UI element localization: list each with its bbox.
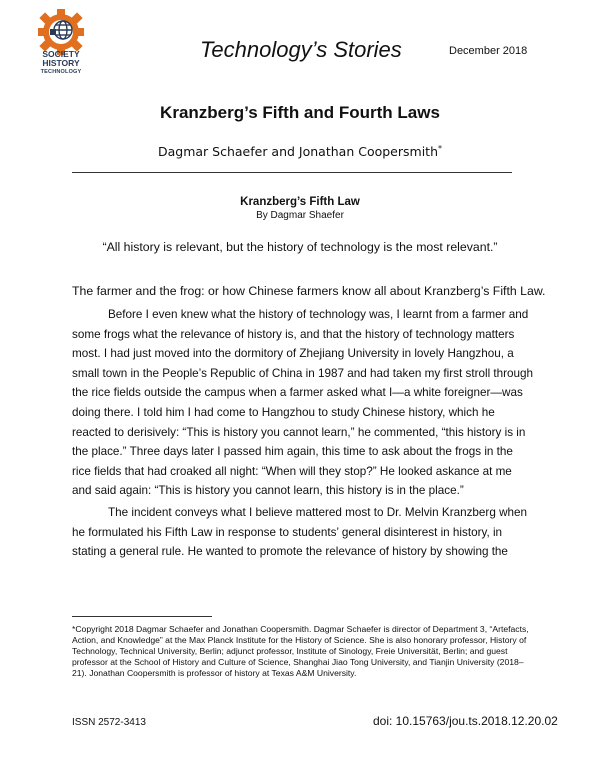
logo-line-technology: TECHNOLOGY: [40, 69, 82, 75]
issn-number: ISSN 2572-3413: [72, 717, 146, 728]
body-text: [72, 305, 534, 562]
article-title: Kranzberg’s Fifth and Fourth Laws: [160, 103, 440, 122]
copyright-footnote: *Copyright 2018 Dagmar Schaefer and Jonathan Coopersmith. Dagmar Schaefer is director of Department 3, “Artefacts, Action, and Knowledge” at the Max Planck Institute for the History of Science. She is also honorary professor, History of Technology, Technical University, Berlin; adjunct professor, Institute of Sinology, Freie Universität, Berlin; and guest professor at the School of History and Culture of Science, Shanghai Jiao Tong University, and Tianjin University (2018–21). Jonathan Coopersmith is professor of history at Texas A&M University.: [72, 624, 529, 678]
paragraph: The incident conveys what I believe mattered most to Dr. Melvin Kranzberg when he formulated his Fifth Law in response to students’ general disinterest in history, in stating a general rule. He wanted to promote the relevance of history by showing the: [72, 505, 528, 559]
logo-line-society: SOCIETY: [42, 49, 80, 59]
title-divider: [72, 172, 512, 173]
journal-title: Technology’s Stories: [200, 37, 402, 62]
footnote-marker: *: [438, 144, 442, 153]
article-authors: [0, 144, 600, 159]
section-title: Kranzberg’s Fifth Law: [240, 196, 360, 208]
logo-line-history: HISTORY: [42, 58, 80, 68]
authors-text: Dagmar Schaefer and Jonathan Coopersmith: [157, 144, 438, 160]
lead-line: The farmer and the frog: or how Chinese farmers know all about Kranzberg’s Fifth Law.: [72, 284, 546, 298]
doi-identifier: doi: 10.15763/jou.ts.2018.12.20.02: [373, 714, 558, 728]
logo-wordmark: [28, 50, 94, 77]
section-byline: By Dagmar Shaefer: [256, 210, 344, 221]
epigraph-quote: “All history is relevant, but the history of technology is the most relevant.”: [102, 240, 498, 254]
issue-date: December 2018: [449, 45, 528, 57]
paragraph: Before I even knew what the history of technology was, I learnt from a farmer and some frogs what the relevance of history is, and that the history of technology matters most. I had just moved into the dormitory of Zhejiang University in lovely Hangzhou, a small town in the People’s Republic of China in 1987 and had taken my first stroll through the rice fields outside the campus when a farmer asked what I—a white foreigner—was doing there. I told him I had come to Hangzhou to study Chinese history, which he reacted to derisively: “This is history you cannot learn,” he commented, “this history is in the place.” Three days later I passed him again, this time to ask about the frogs in the rice fields that had croaked all night: “When will they stop?” He looked askance at me and said again: “This is history you cannot learn, this history is in the place.”: [72, 308, 534, 498]
footnote-divider: [72, 616, 212, 617]
